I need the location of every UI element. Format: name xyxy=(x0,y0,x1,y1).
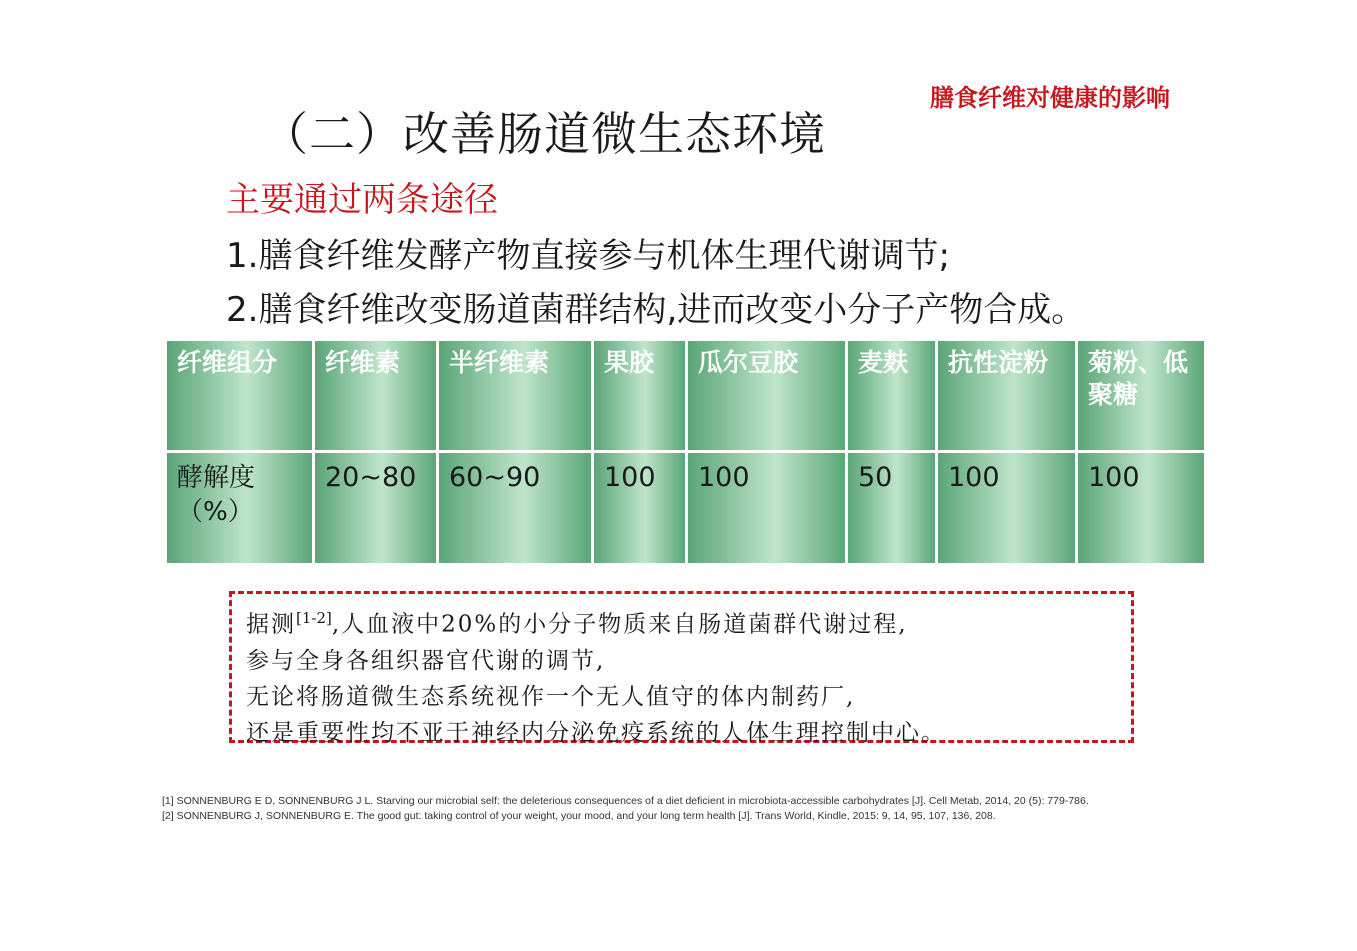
table-row xyxy=(166,452,1206,565)
table-header-cell xyxy=(937,340,1077,452)
header-label: 半纤维素 xyxy=(449,348,550,377)
note-prefix: 据测 xyxy=(246,611,296,638)
table-cell xyxy=(847,452,937,565)
references xyxy=(162,794,1202,823)
row-label: 酵解度（%） xyxy=(177,463,256,527)
section-label: 膳食纤维对健康的影响 xyxy=(930,84,1170,112)
point-item-1: 1.膳食纤维发酵产物直接参与机体生理代谢调节; xyxy=(226,236,950,276)
table-header-cell xyxy=(438,340,593,452)
cell-value: 100 xyxy=(698,462,750,493)
table-cell xyxy=(937,452,1077,565)
table-cell xyxy=(314,452,438,565)
reference-item: [2] SONNENBURG J, SONNENBURG E. The good gut: taking control of your weight, your mood, and your long term health [J]. Trans World, Kindle, 2015: 9, 14, 95, 107, 136, 208. xyxy=(162,809,996,822)
table-cell-label xyxy=(166,452,314,565)
cell-value: 100 xyxy=(948,462,1000,493)
header-label: 纤维素 xyxy=(325,348,401,377)
note-line: 参与全身各组织器官代谢的调节, xyxy=(246,647,606,674)
point-item-2: 2.膳食纤维改变肠道菌群结构,进而改变小分子产物合成。 xyxy=(226,290,1086,330)
table-header-cell xyxy=(1077,340,1206,452)
header-label: 菊粉、低聚糖 xyxy=(1088,348,1189,409)
cell-value: 100 xyxy=(604,462,656,493)
header-label: 瓜尔豆胶 xyxy=(698,348,799,377)
cell-value: 50 xyxy=(858,462,893,493)
table-cell xyxy=(687,452,847,565)
table-header-cell xyxy=(166,340,314,452)
page-title: （二）改善肠道微生态环境 xyxy=(262,107,826,161)
cell-value: 60~90 xyxy=(449,462,541,493)
table-cell xyxy=(1077,452,1206,565)
header-label: 抗性淀粉 xyxy=(948,348,1049,377)
header-label: 果胶 xyxy=(604,348,655,377)
note-line xyxy=(246,600,1131,643)
reference-item: [1] SONNENBURG E D, SONNENBURG J L. Starving our microbial self: the deleterious consequences of a diet deficient in microbiota-accessible carbohydrates [J]. Cell Metab, 2014, 20 (5): 779-786. xyxy=(162,795,1089,807)
table-cell xyxy=(438,452,593,565)
cell-value: 100 xyxy=(1088,462,1140,493)
citation-marker: [1-2] xyxy=(296,609,332,627)
table-header-cell xyxy=(687,340,847,452)
cell-value: 20~80 xyxy=(325,462,417,493)
note-text: ,人血液中20%的小分子物质来自肠道菌群代谢过程, xyxy=(331,611,908,638)
note-line: 无论将肠道微生态系统视作一个无人值守的体内制药厂, xyxy=(246,683,856,710)
table-cell xyxy=(593,452,687,565)
table-header-row xyxy=(166,340,1206,452)
table-header-cell xyxy=(593,340,687,452)
fermentation-table xyxy=(164,338,1207,566)
note-line: 还是重要性均不亚于神经内分泌免疫系统的人体生理控制中心。 xyxy=(246,719,946,746)
header-label: 麦麸 xyxy=(858,348,909,377)
table-header-cell xyxy=(314,340,438,452)
header-label: 纤维组分 xyxy=(177,348,278,377)
subtitle: 主要通过两条途径 xyxy=(226,180,498,220)
note-box xyxy=(229,591,1134,746)
table-header-cell xyxy=(847,340,937,452)
